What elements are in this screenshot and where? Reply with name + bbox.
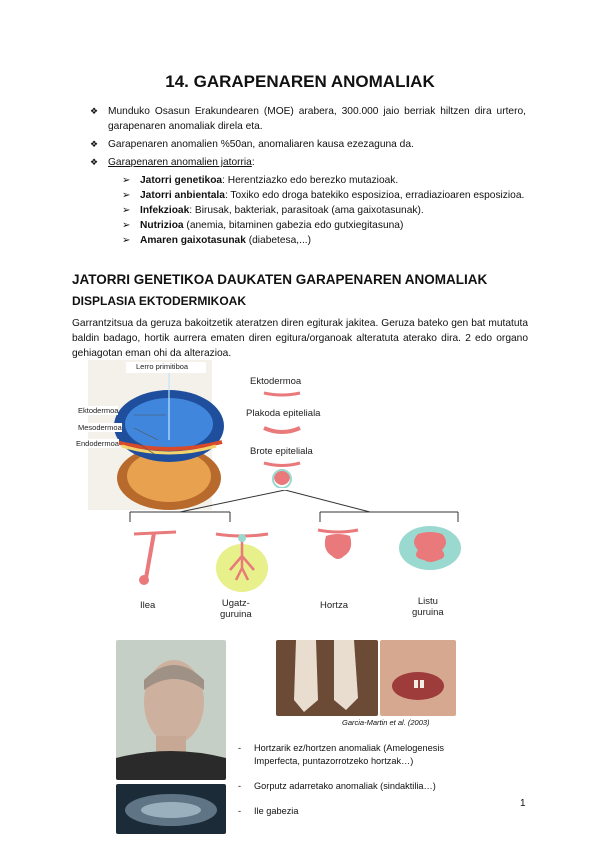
origin-item: ➢ Jatorri genetikoa: Herentziazko edo berezko mutazioak. — [122, 175, 399, 186]
primitive-line-label: Lerro primitiboa — [136, 362, 189, 371]
dental-xray-photo — [116, 784, 226, 834]
syndactyly-hands-photo — [276, 640, 378, 716]
diamond-bullet-icon: ❖ — [90, 139, 99, 149]
hair-follicle-shape — [126, 528, 186, 590]
organ-label-hair: Ilea — [140, 600, 156, 611]
salivary-gland-shape — [398, 524, 462, 572]
list-item: ❖ Garapenaren anomalien jatorria: — [90, 157, 255, 168]
embryo-diagram — [76, 360, 236, 510]
origin-item: ➢ Nutrizioa (anemia, bitaminen gabezia edo gutxiegitasuna) — [122, 220, 404, 231]
arrow-bullet-icon: ➢ — [122, 220, 131, 231]
arrow-bullet-icon: ➢ — [122, 190, 131, 201]
mesoderm-label: Mesodermoa — [78, 423, 122, 432]
list-item: ❖ Munduko Osasun Erakundearen (MOE) arabera, 300.000 jaio berriak hiltzen dira urtero, garapenaren anomaliak direla eta. — [90, 106, 526, 132]
section-heading: JATORRI GENETIKOA DAUKATEN GARAPENAREN ANOMALIAK — [72, 272, 488, 287]
list-item: - Hortzarik ez/hortzen anomaliak (Amelogenesis Imperfecta, puntazorrotzeko hortzak…) — [238, 743, 444, 766]
organ-label-tooth: Hortza — [320, 600, 348, 611]
stage-label: Plakoda epiteliala — [246, 408, 321, 419]
organ-label-salivary: Listu guruina — [412, 596, 444, 618]
subsection-heading: DISPLASIA EKTODERMIKOAK — [72, 294, 247, 308]
arrow-bullet-icon: ➢ — [122, 235, 131, 246]
figure-caption: Garcia-Martin et al. (2003) — [342, 718, 430, 727]
oral-teeth-photo — [380, 640, 456, 716]
arrow-bullet-icon: ➢ — [122, 175, 131, 186]
arrow-bullet-icon: ➢ — [122, 205, 131, 216]
page-number: 1 — [520, 798, 526, 809]
origin-item: ➢ Jatorri anbientala: Toxiko edo droga batekiko esposizioa, erradiazioaren esposizioa. — [122, 190, 525, 201]
stage-label: Brote epiteliala — [250, 446, 313, 457]
ectoderm-layer-shape — [262, 389, 302, 399]
intro-bullet-list — [90, 104, 526, 248]
epithelial-bud-shape — [262, 460, 302, 488]
endoderm-label: Endodermoa — [76, 439, 119, 448]
origin-item: ➢ Infekzioak: Birusak, bakteriak, parasitoak (ama gaixotasunak). — [122, 205, 424, 216]
tooth-bud-shape — [316, 526, 360, 566]
diamond-bullet-icon: ❖ — [90, 157, 99, 167]
patient-profile-photo — [116, 640, 226, 780]
origin-item: ➢ Amaren gaixotasunak (diabetesa,...) — [122, 235, 311, 246]
feature-list — [238, 742, 474, 818]
organ-label-mammary: Ugatz- guruina — [220, 598, 252, 620]
list-item: - Gorputz adarretako anomaliak (sindaktilia…) — [238, 781, 436, 791]
page-title: 14. GARAPENAREN ANOMALIAK — [165, 72, 435, 91]
stage-label: Ektodermoa — [250, 376, 302, 387]
embryo-illustration — [76, 360, 236, 510]
list-item: - Ile gabezia — [238, 806, 299, 816]
list-item: ❖ Garapenaren anomalien %50an, anomaliaren kausa ezezaguna da. — [90, 139, 414, 150]
origin-heading: Garapenaren anomalien jatorria — [108, 157, 252, 168]
diamond-bullet-icon: ❖ — [90, 106, 99, 116]
placode-shape — [262, 424, 302, 438]
ectoderm-label: Ektodermoa — [78, 406, 119, 415]
mammary-gland-shape — [212, 528, 272, 594]
body-paragraph: Garrantzitsua da geruza bakoitzetik ateratzen diren egiturak jakitea. Geruza bateko gen bat mutatuta baldin badago, hortik aurrera ematen diren egitura/organoak alteratuta aterako dira. 2 edo organo gehiagotan eman ohi da alterazioa. — [72, 318, 528, 359]
